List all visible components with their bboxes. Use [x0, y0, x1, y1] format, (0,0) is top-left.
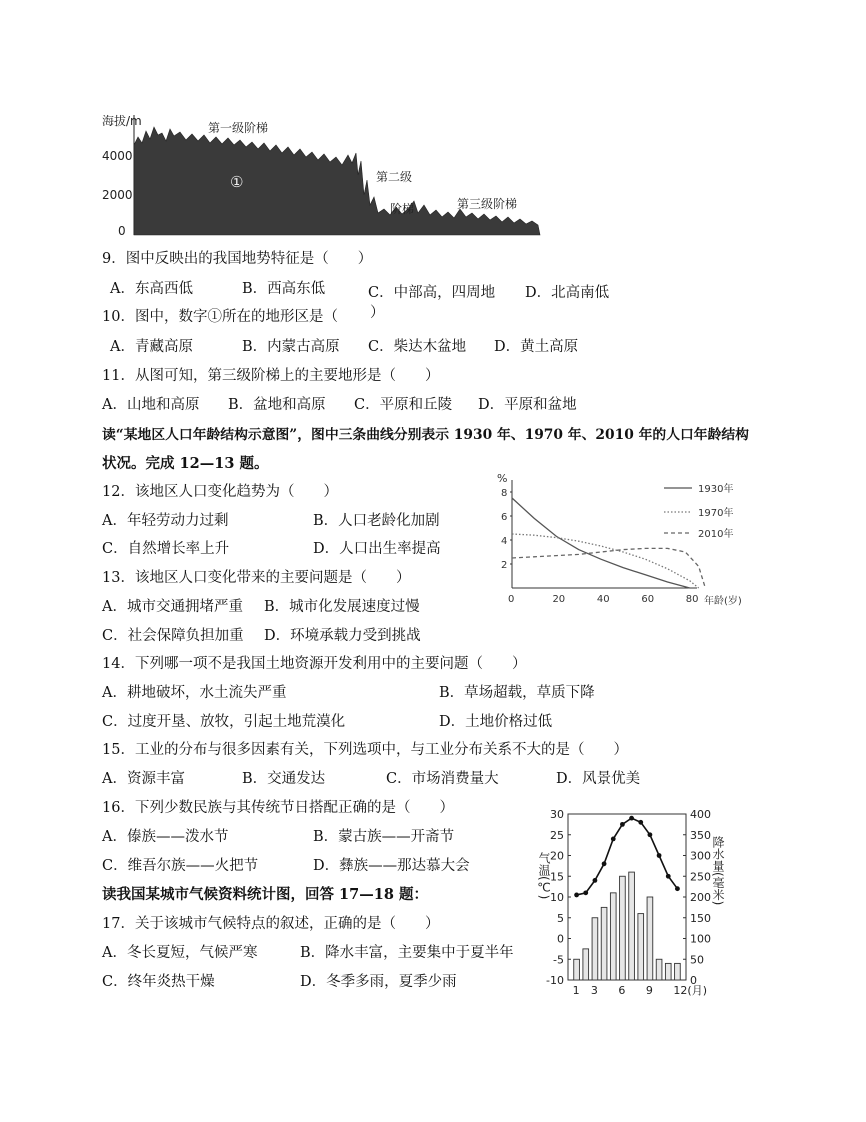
q9-stem: 9．图中反映出的我国地势特征是（ ）	[102, 251, 373, 267]
pop-series-1930年	[512, 498, 690, 588]
terrain-tick: 4000	[102, 149, 133, 163]
q10-stem: 10．图中，数字①所在的地形区是（	[102, 309, 338, 325]
q13-option-d: D．环境承载力受到挑战	[264, 628, 421, 644]
q12-option-d: D．人口出生率提高	[313, 541, 441, 557]
climate-left-tick: 5	[557, 911, 564, 925]
climate-right-tick: 150	[690, 911, 711, 925]
climate-left-tick: 15	[550, 870, 564, 884]
pop-x-tick: 40	[596, 594, 610, 605]
climate-left-tick: -10	[546, 974, 564, 987]
climate-left-axis-label: 气温(℃)	[537, 852, 551, 900]
q15-option-d: D．风景优美	[556, 771, 641, 787]
climate-right-axis-title	[711, 836, 725, 906]
precip-bar-2	[583, 949, 589, 980]
pop-x-tick: 20	[552, 594, 566, 605]
q15-option-b: B．交通发达	[242, 771, 326, 787]
climate-chart-svg	[530, 802, 742, 1002]
q11-option-b: B．盆地和高原	[228, 397, 326, 413]
legend-label-2010: 2010年	[698, 529, 734, 540]
terrain-profile-svg	[100, 105, 545, 240]
pop-series-2010年	[512, 548, 705, 588]
temperature-point-3	[593, 878, 598, 883]
q10-stem-tail: ）	[370, 305, 385, 321]
climate-right-axis-label: 降水量(毫米)	[711, 836, 725, 906]
q13-option-c: C．社会保障负担加重	[102, 628, 244, 644]
q14-option-b: B．草场超载，草质下降	[439, 685, 595, 701]
q10-option-d: D．黄土高原	[494, 339, 579, 355]
climate-right-tick: 50	[690, 953, 704, 967]
temperature-point-12	[675, 886, 680, 891]
q11-option-a: A．山地和高原	[102, 397, 200, 413]
climate-right-tick: 0	[690, 974, 697, 987]
climate-right-tick: 200	[690, 891, 711, 904]
population-chart-figure	[492, 470, 758, 615]
pop-x-tick: 60	[641, 594, 655, 605]
precip-bar-5	[610, 893, 616, 980]
pop-legend	[664, 482, 733, 540]
q17-option-a: A．冬长夏短，气候严寒	[102, 945, 258, 961]
q11-stem: 11．从图可知，第三级阶梯上的主要地形是（ ）	[102, 368, 440, 384]
precip-bar-8	[638, 914, 644, 980]
climate-left-tick: 10	[550, 891, 564, 904]
q17-option-d: D．冬季多雨，夏季少雨	[300, 974, 457, 990]
temperature-point-2	[583, 890, 588, 895]
pop-x-tick: 0	[508, 594, 515, 605]
climate-right-tick: 300	[690, 849, 711, 863]
q14-option-d: D．土地价格过低	[439, 714, 553, 730]
climate-left-axis-title	[537, 851, 551, 900]
q11-option-c: C．平原和丘陵	[354, 397, 453, 413]
climate-x-tick: 3	[590, 984, 598, 997]
legend-label-1930: 1930年	[698, 484, 734, 495]
step3-label: 第三级阶梯	[457, 197, 518, 211]
q12-option-c: C．自然增长率上升	[102, 541, 230, 557]
climate-chart-figure	[530, 802, 742, 1002]
q13-stem: 13．该地区人口变化带来的主要问题是（ ）	[102, 570, 411, 586]
precip-bar-7	[629, 872, 635, 980]
pop-y-tick: 6	[501, 512, 508, 523]
intro-12-13-line2: 状况。完成 12—13 题。	[102, 455, 269, 472]
intro-12-13-line1: 读“某地区人口年龄结构示意图”，图中三条曲线分别表示 1930 年、1970 年、2010 年的人口年龄结构	[102, 427, 749, 443]
q15-stem: 15．工业的分布与很多因素有关，下列选项中，与工业分布关系不大的是（ ）	[102, 742, 628, 758]
climate-right-tick: 400	[690, 808, 711, 821]
q17-option-c: C．终年炎热干燥	[102, 974, 215, 990]
precip-bar-9	[647, 897, 653, 980]
q11-option-d: D．平原和盆地	[478, 397, 577, 413]
pop-y-tick: 2	[501, 560, 508, 571]
climate-right-tick: 100	[690, 932, 711, 946]
climate-left-tick: 25	[550, 828, 564, 842]
climate-left-tick: -5	[553, 953, 564, 967]
pop-y-tick: 4	[501, 536, 508, 547]
q16-option-b: B．蒙古族——开斋节	[313, 829, 455, 845]
temperature-point-5	[611, 837, 616, 842]
q16-option-d: D．彝族——那达慕大会	[313, 858, 470, 874]
q9-option-b: B．西高东低	[242, 281, 326, 297]
precip-bar-1	[574, 959, 580, 980]
precip-bar-10	[656, 959, 662, 980]
precip-bar-3	[592, 918, 598, 980]
precip-bar-11	[665, 963, 671, 980]
q13-option-b: B．城市化发展速度过慢	[264, 599, 420, 615]
climate-x-tick: 9	[645, 984, 653, 997]
pop-x-axis-label: 年龄(岁)	[704, 596, 742, 607]
legend-label-1970: 1970年	[698, 508, 734, 519]
q13-option-a: A．城市交通拥堵严重	[102, 599, 243, 615]
temperature-point-6	[620, 822, 625, 827]
temperature-point-11	[666, 874, 671, 879]
step2-label-b: 阶梯	[390, 202, 415, 216]
q14-option-a: A．耕地破坏，水土流失严重	[102, 685, 287, 701]
q9-option-d: D．北高南低	[525, 285, 610, 301]
temperature-point-4	[602, 861, 607, 866]
temperature-point-8	[638, 820, 643, 825]
q15-option-c: C．市场消费量大	[386, 771, 499, 787]
terrain-tick: 2000	[102, 188, 133, 202]
climate-left-tick: 30	[550, 808, 564, 821]
q10-option-c: C．柴达木盆地	[368, 339, 467, 355]
q14-stem: 14．下列哪一项不是我国土地资源开发利用中的主要问题（ ）	[102, 656, 527, 672]
q16-stem: 16．下列少数民族与其传统节日搭配正确的是（ ）	[102, 800, 454, 816]
pop-y-axis-label: %	[497, 472, 508, 485]
precip-bar-6	[620, 876, 626, 980]
pop-y-tick: 8	[501, 488, 508, 499]
terrain-y-axis-label: 海拔/m	[102, 114, 142, 128]
temperature-point-1	[574, 893, 579, 898]
q9-option-c: C．中部高，四周地	[368, 285, 496, 301]
q10-option-b: B．内蒙古高原	[242, 339, 340, 355]
q17-stem: 17．关于该城市气候特点的叙述，正确的是（ ）	[102, 916, 440, 932]
temperature-point-9	[648, 832, 653, 837]
population-chart-svg	[492, 470, 758, 615]
q9-option-a: A．东高西低	[110, 281, 193, 297]
terrain-tick: 0	[118, 224, 126, 238]
climate-x-tick: 6	[618, 984, 626, 997]
q14-option-c: C．过度开垦、放牧，引起土地荒漠化	[102, 714, 346, 730]
terrain-silhouette	[134, 127, 540, 235]
q12-option-a: A．年轻劳动力过剩	[102, 513, 229, 529]
temperature-point-7	[629, 816, 634, 821]
climate-x-tick: 12(月)	[673, 984, 708, 997]
climate-x-tick: 1	[572, 984, 580, 997]
climate-right-tick: 250	[690, 870, 711, 884]
terrain-profile-figure	[100, 105, 545, 240]
pop-x-tick: 80	[685, 594, 699, 605]
q10-option-a: A．青藏高原	[110, 339, 193, 355]
step2-label-a: 第二级	[376, 170, 413, 184]
temperature-point-10	[657, 853, 662, 858]
precip-bar-12	[675, 963, 681, 980]
q17-option-b: B．降水丰富，主要集中于夏半年	[300, 945, 514, 961]
intro-17-18: 读我国某城市气候资料统计图，回答 17—18 题：	[102, 886, 428, 903]
climate-left-tick: 20	[550, 849, 564, 863]
precip-bar-4	[601, 907, 607, 980]
temperature-line	[577, 818, 678, 895]
q16-option-a: A．傣族——泼水节	[102, 829, 229, 845]
climate-right-tick: 350	[690, 828, 711, 842]
region-number-label: ①	[230, 173, 244, 191]
q12-option-b: B．人口老龄化加剧	[313, 513, 440, 529]
step1-label: 第一级阶梯	[208, 121, 269, 135]
q12-stem: 12．该地区人口变化趋势为（ ）	[102, 484, 338, 500]
q16-option-c: C．维吾尔族——火把节	[102, 858, 259, 874]
climate-left-tick: 0	[557, 932, 564, 946]
q15-option-a: A．资源丰富	[102, 771, 185, 787]
